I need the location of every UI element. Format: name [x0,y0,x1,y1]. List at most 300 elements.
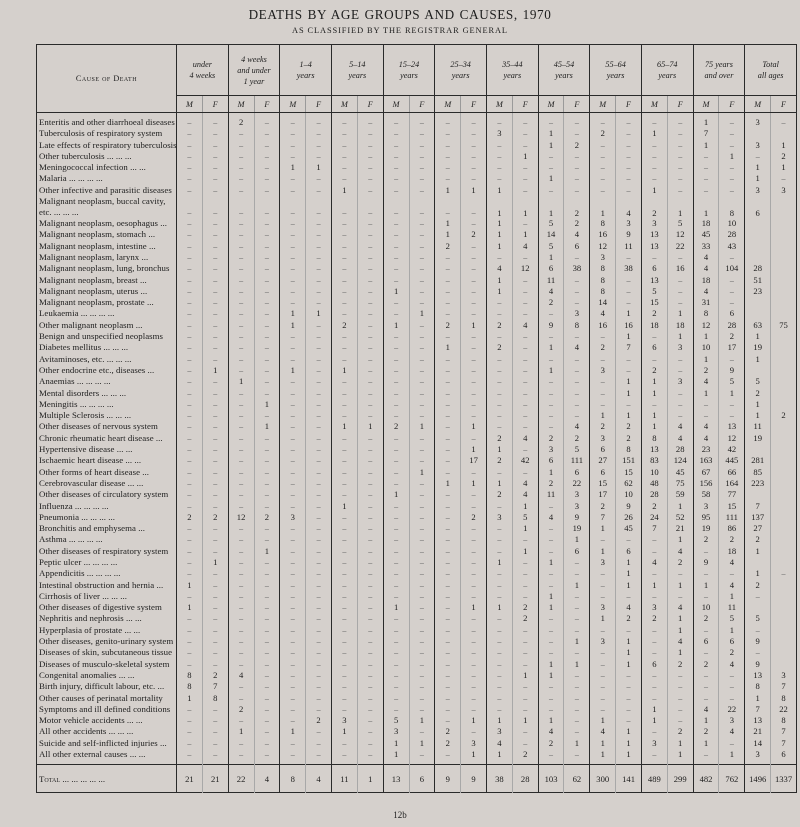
cell-value: 8 [641,433,667,444]
cell-value: – [306,749,332,760]
cell-value: 2 [719,331,745,342]
table-row [37,354,797,365]
cell-value: – [435,602,461,613]
cell-value: – [383,693,409,704]
age-group-label: years [348,71,367,80]
cell-value: – [564,557,590,568]
cell-value: 3 [564,501,590,512]
cell-value: 6 [745,196,771,218]
cell-value: – [357,557,383,568]
cell-value: – [435,681,461,692]
cell-value: – [177,342,203,353]
cell-value: 1 [538,591,564,602]
cell-value: – [435,546,461,557]
cell-value: – [280,331,306,342]
cell-value: – [461,580,487,591]
cell-value: – [616,399,642,410]
cell-value: – [357,410,383,421]
cell-value: – [435,715,461,726]
cell-value [745,241,771,252]
table-row [37,647,797,658]
cell-value: 2 [719,647,745,658]
cell-value: – [435,467,461,478]
cell-value: – [435,252,461,263]
cell-value: – [357,670,383,681]
female-column-header: F [306,96,332,113]
cell-value: – [202,151,228,162]
total-value: 4 [306,765,332,793]
cell-value: 4 [693,421,719,432]
cell-value: – [409,354,435,365]
cell-value: 45 [667,467,693,478]
cell-value: 4 [667,602,693,613]
cell-value: 8 [590,218,616,229]
cell-value: – [435,625,461,636]
cell-value: 1 [590,523,616,534]
cell-value: 4 [693,263,719,274]
cell-value: – [512,185,538,196]
cell-value: 6 [590,444,616,455]
cell-value: – [332,512,358,523]
cell-value: – [667,715,693,726]
cell-value: – [332,546,358,557]
cell-value: 1 [512,151,538,162]
cell-value: – [641,140,667,151]
cell-value [745,218,771,229]
cell-value: 9 [616,501,642,512]
cell-value: – [409,704,435,715]
cell-value: – [512,365,538,376]
cell-value: – [512,218,538,229]
cell-value: 1 [616,308,642,319]
cell-value: – [228,263,254,274]
cell-value: – [228,602,254,613]
cell-value: 1 [177,693,203,704]
cell-value: – [538,693,564,704]
cell-value [771,467,797,478]
cell-value: 2 [745,388,771,399]
cell-value: – [254,659,280,670]
cell-value: – [254,467,280,478]
cell-value: – [306,196,332,218]
cell-value: – [357,693,383,704]
cell-value: 6 [538,455,564,466]
cell-value: – [280,467,306,478]
cell-value: – [306,647,332,658]
total-value: 62 [564,765,590,793]
cell-value: 1 [693,117,719,128]
cell-value: – [332,625,358,636]
cell-value: – [357,726,383,737]
cell-value: – [254,726,280,737]
cell-value: – [435,568,461,579]
cell-value: – [254,286,280,297]
cell-value: – [564,286,590,297]
cell-value: – [693,681,719,692]
cell-value: – [461,308,487,319]
cell-value: 1 [486,478,512,489]
cell-value: – [461,388,487,399]
cell-value: – [202,636,228,647]
female-column-header: F [202,96,228,113]
cell-value: 2 [202,670,228,681]
cell-value: – [616,625,642,636]
total-value: 4 [254,765,280,793]
cell-value: – [667,693,693,704]
cell-value: – [306,444,332,455]
cell-value: 23 [745,286,771,297]
cell-value: – [667,354,693,365]
cell-value: – [461,726,487,737]
cell-value: – [667,681,693,692]
cell-value: – [383,342,409,353]
cell-value: 1 [177,602,203,613]
cell-value: 4 [538,726,564,737]
cell-value [771,455,797,466]
cell-value: – [280,636,306,647]
cell-value: 1 [435,185,461,196]
cell-value: – [202,173,228,184]
cell-value: – [538,354,564,365]
age-group-header [745,45,797,96]
cell-value: – [435,444,461,455]
cell-value: – [280,738,306,749]
cell-value: – [667,117,693,128]
cell-value: – [202,185,228,196]
cell-value: – [177,173,203,184]
cell-value: – [228,421,254,432]
cell-value: 1 [357,421,383,432]
cell-value: 5 [538,218,564,229]
cell-value: – [254,580,280,591]
cell-value: 48 [641,478,667,489]
cell-value: 1 [486,218,512,229]
cell-value: – [590,151,616,162]
cell-value: – [409,297,435,308]
cell-value: – [228,636,254,647]
cell-value: – [461,252,487,263]
cell-value: 7 [693,128,719,139]
cell-value: – [383,613,409,624]
cell-value: 1 [486,286,512,297]
age-group-label: 75 years [704,60,733,69]
cell-value: – [254,444,280,455]
cell-value: 1 [564,534,590,545]
cell-value: – [461,196,487,218]
cell-value: – [383,365,409,376]
cell-value: – [383,275,409,286]
cell-value: – [435,196,461,218]
cell-value: – [435,388,461,399]
cell-value: – [228,162,254,173]
cell-value: 3 [590,252,616,263]
female-column-header: F [512,96,538,113]
cell-value: – [177,534,203,545]
cell-value: – [228,433,254,444]
cell-value: – [357,546,383,557]
cell-value: – [435,421,461,432]
cell-value: – [280,749,306,760]
cell-value: 17 [719,342,745,353]
cell-value: – [280,376,306,387]
cell-value: 2 [306,715,332,726]
cell-value: – [693,670,719,681]
cell-value: – [177,478,203,489]
cell-value: – [177,421,203,432]
cell-value: – [719,693,745,704]
cell-value: 4 [564,229,590,240]
cell-value: 7 [641,523,667,534]
cell-value: – [616,534,642,545]
cell-value: – [228,489,254,500]
cell-value: 1 [667,501,693,512]
cell-value: 2 [693,659,719,670]
cell-value: – [177,625,203,636]
cell-value: – [409,568,435,579]
cell-value: – [254,455,280,466]
table-row [37,376,797,387]
cell-value: – [590,331,616,342]
cell-value: – [719,140,745,151]
cell-value: 2 [538,433,564,444]
cell-value: – [616,128,642,139]
cell-value: – [383,388,409,399]
cell-value: – [228,410,254,421]
cause-label: Other infective and parasitic diseases [39,184,172,195]
cell-value: – [435,162,461,173]
cell-value: – [332,229,358,240]
cell-value: – [667,151,693,162]
cell-value: 6 [693,636,719,647]
cell-value: – [409,196,435,218]
cell-value: 2 [667,726,693,737]
cell-value: 11 [538,275,564,286]
cell-value: – [590,591,616,602]
cell-value: – [486,297,512,308]
age-group-label: years [555,71,573,80]
table-row [37,501,797,512]
cell-value: – [202,749,228,760]
cell-value: – [332,738,358,749]
cell-value: – [332,218,358,229]
cause-label: Appendicitis ... ... ... ... [39,568,121,579]
cell-value: 6 [616,546,642,557]
cell-value: – [228,173,254,184]
cell-value: 3 [590,636,616,647]
cell-value: 4 [719,580,745,591]
cell-value: – [486,354,512,365]
cell-value: – [409,229,435,240]
cell-value: 2 [667,557,693,568]
cell-value: 4 [667,636,693,647]
cell-value: 3 [641,738,667,749]
cell-value: 4 [693,286,719,297]
cell-value: 19 [564,523,590,534]
cell-value: 1 [202,365,228,376]
cell-value: 24 [641,512,667,523]
cell-value: – [177,647,203,658]
cell-value: – [667,568,693,579]
cell-value: 1 [486,185,512,196]
cell-value: – [202,433,228,444]
cell-value: 19 [745,433,771,444]
cell-value: – [280,354,306,365]
table-row [37,636,797,647]
cell-value: 2 [771,410,797,421]
cell-value: – [383,670,409,681]
cell-value: – [383,455,409,466]
cell-value: – [280,185,306,196]
cell-value: 1 [693,196,719,218]
age-group-header [590,45,642,96]
cell-value: – [306,354,332,365]
cell-value: – [383,681,409,692]
cell-value: – [590,681,616,692]
cause-label: Malignant neoplasm, breast ... [39,274,147,285]
cell-value: – [357,388,383,399]
cell-value: – [667,173,693,184]
total-row [37,765,797,793]
cell-value: – [667,128,693,139]
cell-value: – [332,297,358,308]
cell-value: – [357,308,383,319]
cell-value: 1 [667,738,693,749]
cell-value: – [254,218,280,229]
cell-value: – [357,613,383,624]
table-row [37,681,797,692]
cell-value: – [616,681,642,692]
cell-value: – [202,162,228,173]
cell-value: 16 [590,229,616,240]
cell-value: – [177,185,203,196]
cause-label: Peptic ulcer ... ... ... ... [39,556,118,567]
cell-value: 3 [771,670,797,681]
cell-value: – [435,117,461,128]
cell-value: – [409,489,435,500]
cell-value: 22 [564,478,590,489]
cell-value: 6 [641,342,667,353]
cell-value: – [306,591,332,602]
cell-value: 1 [383,286,409,297]
cell-value: 13 [641,229,667,240]
table-row [37,162,797,173]
cell-value: – [461,693,487,704]
cell-value: – [745,591,771,602]
cell-value: – [616,704,642,715]
cell-value: – [280,455,306,466]
cell-value: 38 [564,263,590,274]
cell-value: – [202,580,228,591]
cell-value: 2 [461,229,487,240]
cell-value: – [357,297,383,308]
cell-value: – [306,512,332,523]
cell-value: – [254,715,280,726]
cell-value: – [383,568,409,579]
cell-value: – [306,218,332,229]
cell-value: – [512,704,538,715]
cell-value: 4 [667,421,693,432]
cell-value: 16 [616,320,642,331]
cell-value: – [254,128,280,139]
table-row [37,613,797,624]
cell-value: 3 [719,715,745,726]
age-group-label: 35–44 [502,60,523,69]
cell-value: – [332,286,358,297]
cell-value: – [616,140,642,151]
cell-value: – [486,140,512,151]
cell-value: – [280,546,306,557]
cell-value: – [254,388,280,399]
cell-value: 1 [771,162,797,173]
cell-value: – [590,693,616,704]
cell-value: – [590,568,616,579]
cell-value: 1 [538,173,564,184]
cell-value: – [512,331,538,342]
cell-value: 3 [564,308,590,319]
cell-value: – [538,523,564,534]
age-group-label: 55–64 [605,60,626,69]
cell-value: – [228,229,254,240]
cell-value: 5 [745,376,771,387]
cause-label: Diseases of musculo-skeletal system [39,658,170,669]
cell-value: – [564,151,590,162]
cell-value: 5 [667,218,693,229]
cell-value: – [177,263,203,274]
cell-value: – [538,625,564,636]
cause-label: Anaemias ... ... ... ... [39,376,111,387]
cell-value: – [409,252,435,263]
cell-value: 2 [616,613,642,624]
cause-label: Congenital anomalies ... ... [39,669,135,680]
cell-value: – [228,354,254,365]
cell-value: – [202,546,228,557]
cell-value: 31 [693,297,719,308]
cell-value: 1 [641,715,667,726]
cell-value: 3 [590,602,616,613]
cell-value: – [719,399,745,410]
cell-value: – [177,308,203,319]
cell-value: 1 [202,557,228,568]
cell-value: 1 [383,738,409,749]
page-number: 12b [393,810,407,820]
cell-value: – [590,534,616,545]
cell-value [745,252,771,263]
cell-value: 2 [590,342,616,353]
table-row [37,151,797,162]
cell-value: 11 [719,602,745,613]
cause-label: Pneumonia ... ... ... ... [39,511,116,522]
cell-value: – [512,738,538,749]
female-column-header: F [254,96,280,113]
cell-value: 1 [667,580,693,591]
cell-value: – [306,410,332,421]
cell-value: 2 [512,602,538,613]
cell-value: – [435,557,461,568]
cell-value: – [564,162,590,173]
cell-value: – [280,670,306,681]
cell-value: – [280,252,306,263]
cell-value: – [435,286,461,297]
age-group-label: 4 weeks [189,71,216,80]
table-row [37,173,797,184]
total-value: 8 [280,765,306,793]
cell-value: – [280,647,306,658]
cell-value: – [383,128,409,139]
cell-value: 2 [590,128,616,139]
cause-label: Malignant neoplasm, lung, bronchus [39,263,170,274]
cell-value: 156 [693,478,719,489]
cell-value: 9 [616,229,642,240]
